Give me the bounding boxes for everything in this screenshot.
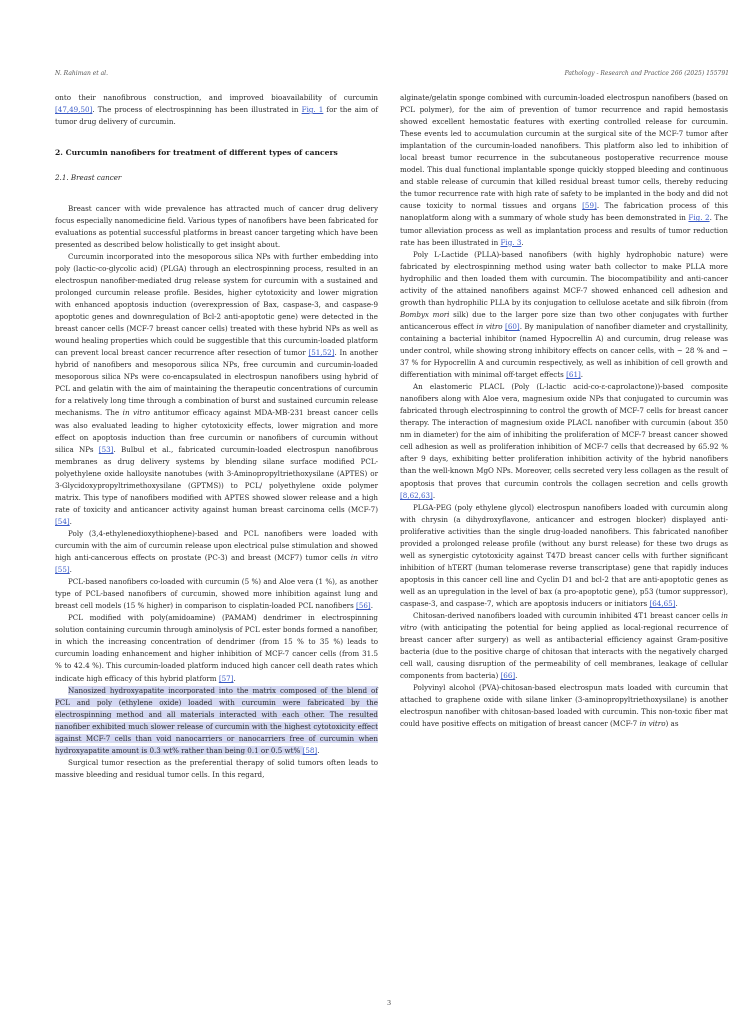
citation-link[interactable]: [8,62,63]: [400, 490, 433, 500]
citation-link[interactable]: [61]: [566, 370, 581, 380]
paragraph: [55, 528, 378, 576]
text: .: [233, 673, 236, 683]
paragraph: [400, 682, 728, 730]
highlighted-text[interactable]: Nanosized hydroxyapatite incorporated into the matrix composed of the blend of PCL and poly (ethylene oxide) loaded with curcumin were fabricated by the electrospinning method and all materials interacted with each other. The resulted nanofiber exhibited much slower release of curcumin with the highest cytotoxicity effect against MCF-7 cells than void nanocarriers or nanocarriers free of curcumin when hydroxyapatite amount is 0.3 wt% rather than being 0.1 or 0.5 wt%: [55, 685, 378, 755]
paragraph: [55, 92, 378, 128]
citation-link[interactable]: [57]: [218, 673, 234, 683]
text: Polyvinyl alcohol (PVA)-chitosan-based electrospun mats loaded with curcumin that attached to graphene oxide with silane linker (3-aminopropyltriethoxysilane) is another electrospun nanofiber with chitosan-based loaded with curcumin. This non-toxic fiber mat could have positive effects on mitigation of breast cancer (MCF-7: [400, 683, 728, 729]
citation-link[interactable]: [53]: [98, 444, 114, 454]
text: for the aim of tumor drug delivery of curcumin.: [55, 105, 378, 127]
paragraph: [400, 249, 728, 382]
text: . Bulbul et al., fabricated curcumin-loaded electrospun nanofibrous membranes as drug delivery systems by blending silane surface modified PCL-polyethylene oxide halloysite nanotubes (with 3-Aminopropyltriethoxysilane (APTES) or 3-Glycidoxypropyltrimethoxysilane (GPTMS)) to PCL/ polyethylene oxide polymer matrix. This type of nanofibers modified with APTES showed slower release and a high rate of toxicity and anticancer activity against human breast carcinoma cells (MCF-7): [55, 444, 378, 514]
text: silk) due to the larger pore size than two other conjugates with further anticancerous effect: [400, 309, 728, 331]
paragraph: [55, 251, 378, 528]
text: Poly (3,4-ethylenedioxythiophene)-based and PCL nanofibers were loaded with curcumin with the aim of curcumin release upon electrical pulse stimulation and showed high anti-cancerous effects on prostate (PC-3) and breast (MCF7) tumor cells: [55, 528, 378, 563]
paragraph: [55, 612, 378, 684]
running-head-journal: Pathology - Research and Practice 266 (2025) 155791: [564, 70, 729, 77]
text: ) as: [665, 719, 679, 729]
italic-text: Bombyx mori: [400, 309, 450, 319]
figure-link[interactable]: Fig. 1: [301, 105, 324, 115]
citation-link[interactable]: [60]: [505, 321, 520, 331]
text: .: [675, 598, 678, 608]
text: . By manipulation of nanofiber diameter and crystallinity, containing a bacterial inhibitor (named Hypocrellin A) and curcumin, drug release was under control, while showing strong inhibitory effects on cancer cells, with ~ 28 % and ~ 37 % for Hypocrellin A and curcumin respectively, as well as inhibition of cell growth and differentiation with minimal off-target effects: [400, 321, 728, 380]
text: PCL-based nanofibers co-loaded with curcumin (5 %) and Aloe vera (1 %), as another type of PCL-based nanofibers of curcumin, showed more inhibition against lung and breast cell models (15 % higher) in comparison to cisplatin-loaded PCL nanofibers: [55, 577, 378, 611]
text: PCL modified with poly(amidoamine) (PAMAM) dendrimer in electrospinning solution containing curcumin through aminolysis of PCL ester bonds formed a nanofiber, in which the increasing concentration of dendrimer (from 15 % to 35 %) leads to curcumin loading enhancement and higher inhibition of MCF-7 cancer cells (from 31.5 % to 42.4 %). This curcumin-loaded platform induced high cancer cell death rates which indicate high efficacy of this hybrid platform: [55, 613, 378, 683]
citation-link[interactable]: [66]: [500, 671, 516, 681]
paragraph: [400, 381, 728, 501]
text: onto their nanofibrous construction, and improved bioavailability of curcumin: [55, 93, 378, 102]
text: .: [515, 671, 518, 681]
citation-link[interactable]: [56]: [356, 601, 371, 611]
highlighted-paragraph[interactable]: [55, 685, 378, 757]
text: Chitosan-derived nanofibers loaded with curcumin inhibited 4T1 breast cancer cells: [413, 611, 722, 621]
italic-text: in vitro: [639, 719, 666, 729]
text: Poly L-Lactide (PLLA)-based nanofibers (with highly hydrophobic nature) were fabricated by electrospinning method using water bath collector to make PLLA more hydrophilic and then loaded them with curcumin. The biocompatibility and anti-cancer activity of the attained nanofibers against MCF-7 showed enhanced cell adhesion and growth than hydrophilic PLLA by its conjugation to cellulose acetate and silk fibroin (from: [400, 249, 728, 307]
text: Curcumin incorporated into the mesoporous silica NPs with further embedding into poly (lactic-co-glycolic acid) (PLGA) through an electrospinning process, resulted in an electrospun nanofiber-mediated drug release system for curcumin with a sustained and prolonged curcumin release profile. Besides, higher cytotoxicity and lower migration with enhanced apoptosis induction (overexpression of Bax, caspase-3, and caspase-9 apoptotic genes and downregulation of Bcl-2 anti-apoptotic gene) were detected in the breast cancer cells (MCF-7 breast cancer cells) treated with these hybrid NPs as well as wound healing properties which could be suggestible that this curcumin-loaded platform can prevent local breast cancer recurrence after resection of tumor: [55, 251, 378, 358]
paragraph: [400, 92, 728, 249]
text: . The tumor alleviation process as well as implantation process and results of tumor reduction rate has been illustrated in: [400, 213, 728, 247]
paragraph: Surgical tumor resection as the preferential therapy of solid tumors often leads to massive bleeding and residual tumor cells. In this regard,: [55, 757, 378, 779]
citation-link[interactable]: [54]: [55, 516, 70, 526]
text: .: [580, 370, 584, 380]
text: .: [317, 745, 320, 755]
text: antitumor efficacy against MDA-MB-231 breast cancer cells was also evaluated leading to higher cytotoxicity effects, lower migration and more effect on apoptosis induction than free curcumin or nanofibers of curcumin without silica NPs: [55, 408, 378, 454]
running-head-authors: N. Rahiman et al.: [55, 70, 109, 77]
text: . The fabrication process of this nanoplatform along with a summary of whole study has been demonstrated in: [400, 201, 728, 223]
text: .: [69, 516, 72, 526]
section-title: 2. Curcumin nanofibers for treatment of different types of cancers: [55, 148, 338, 158]
text: .: [432, 490, 436, 500]
left-column: [55, 92, 378, 781]
paragraph: [400, 502, 728, 610]
text: PLGA-PEG (poly ethylene glycol) electrospun nanofibers loaded with curcumin along with chrysin (a dihydroxyflavone, anticancer and estrogen blocker) displayed anti-proliferative activities than the single drug-loaded nanofibers. This fabricated nanofiber provided a prolonged release profile (without any burst release) for these two drugs as well as synergistic cytotoxicity against T47D breast cancer cells with further significant inhibition of hTERT (human telomerase reverse transcriptase) gene that rapidly induces apoptosis in this cancer cell line and Cyclin D1 and bcl-2 that are anti-apoptotic genes as well as an upregulation in the level of bax (a pro-apoptotic gene), p53 (tumor suppressor), caspase-3, and caspase-7, which are apoptosis inducers or initiators: [400, 502, 728, 608]
text: alginate/gelatin sponge combined with curcumin-loaded electrospun nanofibers (based on PCL polymer), for the aim of prevention of tumor recurrence and rapid hemostasis showed excellent hemostatic features with exerting controlled release for curcumin. These events led to accumulation curcumin at the surgical site of the MCF-7 tumor after implantation of the curcumin-loaded nanofibers. This platform also led to inhibition of local breast tumor recurrence in the subcutaneous postoperative recurrence mouse model. This dual functional implantable sponge quickly stopped bleeding and continuous and stable release of curcumin that killed residual breast tumor cells, thereby reducing the tumor recurrence rate with high rate of safety to be implanted in the body and did not cause toxicity to normal tissues and organs: [400, 93, 728, 211]
paragraph: Breast cancer with wide prevalence has attracted much of cancer drug delivery focus especially nanomedicine field. Various types of nanofibers have been fabricated for evaluations as potential successful platforms in breast cancer targeting which have been presented as described below holistically to get insight about.: [55, 203, 379, 249]
figure-link[interactable]: Fig. 2: [688, 213, 710, 223]
citation-link[interactable]: [55]: [55, 565, 70, 575]
citation-link[interactable]: [51,52]: [308, 348, 335, 358]
right-column: [400, 92, 728, 730]
text: .: [521, 237, 524, 247]
text: An elastomeric PLACL (Poly (L-lactic acid-co-ε-caprolactone))-based composite nanofibers along with Aloe vera, magnesium oxide NPs that conjugated to curcumin was fabricated through electrospinning to control the growth of MCF-7 cells for breast cancer therapy. The interaction of magnesium oxide PLACL nanofiber with curcumin (about 350 nm in diameter) for the aim of inhibiting the proliferation of MCF-7 breast cancer showed cell adhesion as well as proliferation inhibition of MCF-7 cells that decreased by 65.92 % after 9 days, exhibiting better proliferation inhibition activity of the hybrid nanofibers than the well-known MgO NPs. Moreover, cells secreted very less collagen as the result of apoptosis that proves that curcumin controls the collagen secretion and cells growth: [400, 382, 728, 488]
text: . In another hybrid of nanofibers and mesoporous silica NPs, free curcumin and curcumin-loaded mesoporous silica NPs were co-encapsulated in electrospun nanofibers using hybrid of PCL and gelatin with the aim of maintaining the therapeutic concentrations of curcumin for a relatively long time through a combination of burst and sustained curcumin release mechanisms. The: [55, 348, 378, 418]
citation-link[interactable]: [58]: [302, 745, 318, 755]
page-number: 3: [387, 999, 392, 1007]
paragraph: [400, 610, 728, 682]
text: .: [69, 565, 72, 575]
italic-text: in vitro: [122, 408, 150, 418]
citation-link[interactable]: [64,65]: [649, 598, 676, 608]
italic-text: in vitro: [350, 553, 378, 563]
text: .: [370, 601, 373, 611]
figure-link[interactable]: Fig. 3: [500, 237, 522, 247]
italic-text: in vitro: [476, 321, 503, 331]
paragraph: [55, 576, 378, 612]
italic-text: in vitro: [400, 611, 728, 633]
text: (with anticipating the potential for being applied as local-regional recurrence of breast cancer after surgery) as well as antibacterial efficiency against Gram-positive bacteria (due to the positive charge of chitosan that interacts with the negatively charged cell wall, causing disruption of the permeability of cell membranes, leakage of cellular components from bacteria): [400, 623, 728, 681]
subsection-title: 2.1. Breast cancer: [55, 172, 122, 182]
citation-link[interactable]: [59]: [582, 201, 597, 211]
text: . The process of electrospinning has been illustrated in: [92, 105, 302, 115]
citation-link[interactable]: [47,49,50]: [55, 105, 93, 115]
